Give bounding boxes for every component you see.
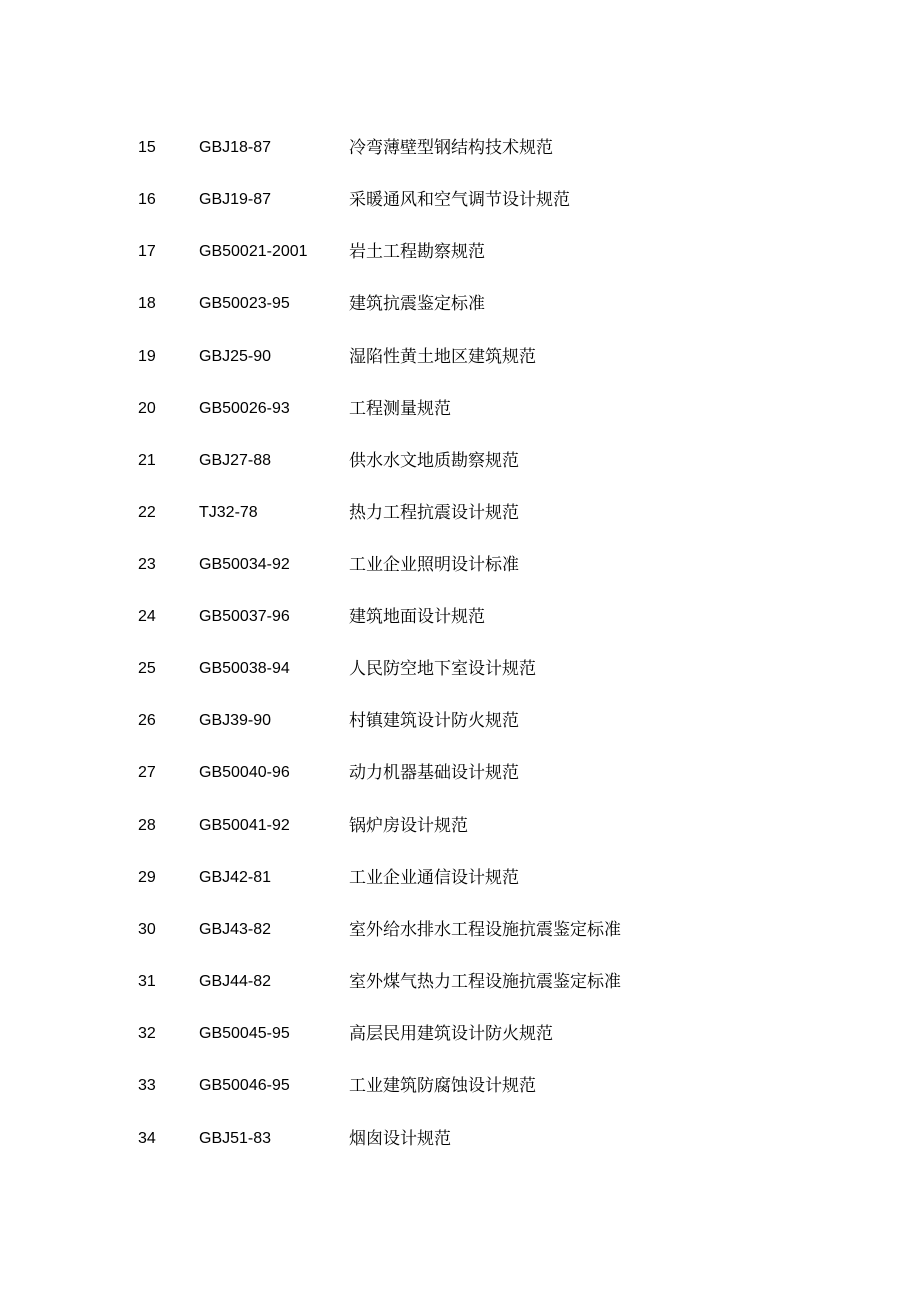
standard-title: 室外煤气热力工程设施抗震鉴定标准 <box>349 972 621 992</box>
standard-number: 18 <box>138 295 156 312</box>
standard-title: 工程测量规范 <box>349 399 451 419</box>
standard-number: 24 <box>138 608 156 625</box>
list-item <box>0 343 920 371</box>
standard-number: 28 <box>138 817 156 834</box>
standard-number: 23 <box>138 556 156 573</box>
list-item <box>0 707 920 735</box>
list-item <box>0 916 920 944</box>
standard-code: GB50021-2001 <box>199 243 308 260</box>
standard-code: GB50037-96 <box>199 608 290 625</box>
list-item <box>0 864 920 892</box>
standard-title: 动力机器基础设计规范 <box>349 763 519 783</box>
standard-title: 采暖通风和空气调节设计规范 <box>349 190 570 210</box>
standard-title: 工业企业照明设计标准 <box>349 555 519 575</box>
standard-code: GB50034-92 <box>199 556 290 573</box>
standard-code: GBJ18-87 <box>199 139 272 156</box>
standard-number: 17 <box>138 243 156 260</box>
standard-number: 16 <box>138 191 156 208</box>
list-item <box>0 1072 920 1100</box>
standard-code: GB50038-94 <box>199 660 290 677</box>
standard-code: GBJ25-90 <box>199 348 272 365</box>
list-item <box>0 1020 920 1048</box>
list-item <box>0 759 920 787</box>
standard-title: 工业企业通信设计规范 <box>349 868 519 888</box>
list-item <box>0 447 920 475</box>
list-item <box>0 134 920 162</box>
standard-code: GBJ43-82 <box>199 921 272 938</box>
standard-code: TJ32-78 <box>199 504 258 521</box>
standard-number: 20 <box>138 400 156 417</box>
list-item <box>0 603 920 631</box>
standard-number: 19 <box>138 348 156 365</box>
standard-number: 32 <box>138 1025 156 1042</box>
standard-code: GBJ44-82 <box>199 973 272 990</box>
standard-number: 21 <box>138 452 156 469</box>
standard-number: 31 <box>138 973 156 990</box>
standard-code: GBJ27-88 <box>199 452 272 469</box>
standard-code: GBJ42-81 <box>199 869 272 886</box>
list-item <box>0 186 920 214</box>
standard-code: GB50040-96 <box>199 764 290 781</box>
standard-number: 25 <box>138 660 156 677</box>
standard-number: 15 <box>138 139 156 156</box>
standard-number: 27 <box>138 764 156 781</box>
list-item <box>0 395 920 423</box>
standard-number: 26 <box>138 712 156 729</box>
standard-code: GBJ19-87 <box>199 191 272 208</box>
standard-code: GBJ39-90 <box>199 712 272 729</box>
standard-number: 30 <box>138 921 156 938</box>
standard-number: 22 <box>138 504 156 521</box>
standard-title: 烟囱设计规范 <box>349 1129 451 1149</box>
standard-code: GB50026-93 <box>199 400 290 417</box>
list-item <box>0 499 920 527</box>
standard-title: 热力工程抗震设计规范 <box>349 503 519 523</box>
list-item <box>0 812 920 840</box>
list-item <box>0 1125 920 1153</box>
list-item <box>0 655 920 683</box>
standard-number: 29 <box>138 869 156 886</box>
standard-title: 供水水文地质勘察规范 <box>349 451 519 471</box>
standard-title: 高层民用建筑设计防火规范 <box>349 1024 553 1044</box>
standard-title: 人民防空地下室设计规范 <box>349 659 536 679</box>
standard-title: 冷弯薄壁型钢结构技术规范 <box>349 138 553 158</box>
standard-title: 建筑地面设计规范 <box>349 607 485 627</box>
standard-code: GBJ51-83 <box>199 1130 272 1147</box>
list-item <box>0 968 920 996</box>
standard-title: 岩土工程勘察规范 <box>349 242 485 262</box>
standard-title: 工业建筑防腐蚀设计规范 <box>349 1076 536 1096</box>
list-item <box>0 551 920 579</box>
standard-code: GB50041-92 <box>199 817 290 834</box>
standard-title: 室外给水排水工程设施抗震鉴定标准 <box>349 920 621 940</box>
standard-title: 湿陷性黄土地区建筑规范 <box>349 347 536 367</box>
standard-number: 33 <box>138 1077 156 1094</box>
standard-title: 锅炉房设计规范 <box>349 816 468 836</box>
standard-title: 建筑抗震鉴定标准 <box>349 294 485 314</box>
standard-number: 34 <box>138 1130 156 1147</box>
list-item <box>0 238 920 266</box>
standard-title: 村镇建筑设计防火规范 <box>349 711 519 731</box>
standard-code: GB50045-95 <box>199 1025 290 1042</box>
list-item <box>0 290 920 318</box>
standard-code: GB50046-95 <box>199 1077 290 1094</box>
standard-code: GB50023-95 <box>199 295 290 312</box>
